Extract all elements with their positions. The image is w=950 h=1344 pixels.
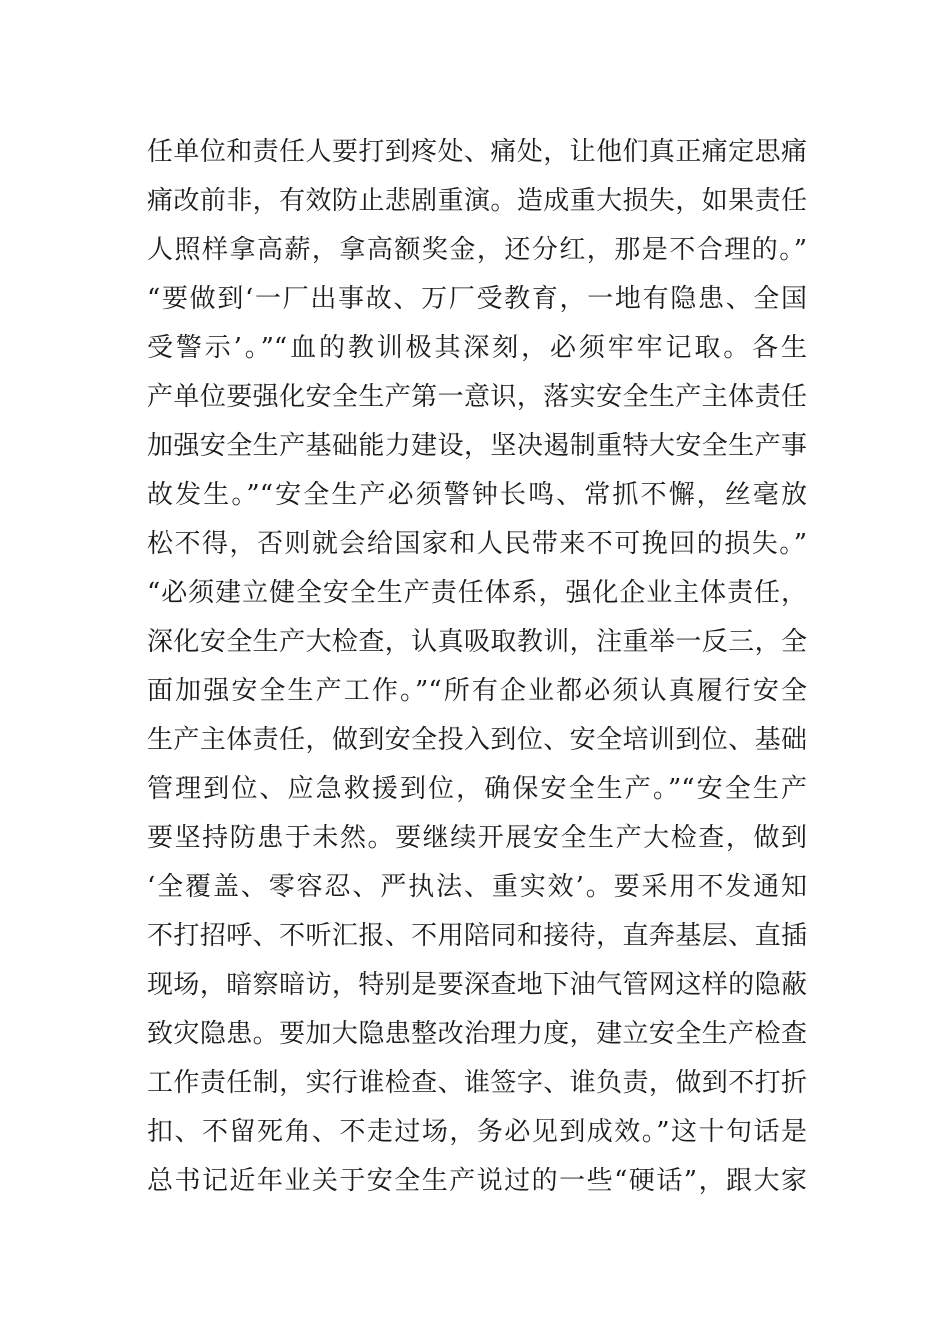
text-line: “要做到‘一厂出事故、万厂受教育，一地有隐患、全国	[147, 284, 807, 314]
text-line: 总书记近年业关于安全生产说过的一些“硬话”，跟大家	[147, 1166, 807, 1196]
text-line: 管理到位、应急救援到位，确保安全生产。”“安全生产	[147, 774, 807, 804]
text-line: 产单位要强化安全生产第一意识，落实安全生产主体责任	[147, 382, 807, 412]
text-line: 痛改前非，有效防止悲剧重演。造成重大损失，如果责任	[147, 186, 807, 216]
text-line: 受警示’。”“血的教训极其深刻，必须牢牢记取。各生	[147, 333, 807, 363]
text-line: 不打招呼、不听汇报、不用陪同和接待，直奔基层、直插	[147, 921, 807, 951]
text-line: 任单位和责任人要打到疼处、痛处，让他们真正痛定思痛	[147, 137, 807, 167]
text-line: 故发生。”“安全生产必须警钟长鸣、常抓不懈，丝毫放	[147, 480, 807, 510]
text-line: 深化安全生产大检查，认真吸取教训，注重举一反三，全	[147, 627, 807, 657]
body-text	[147, 128, 807, 1206]
text-line: 要坚持防患于未然。要继续开展安全生产大检查，做到	[147, 823, 807, 853]
text-line: 人照样拿高薪，拿高额奖金，还分红，那是不合理的。”	[147, 235, 807, 265]
text-line: ‘全覆盖、零容忍、严执法、重实效’。要采用不发通知	[147, 872, 807, 902]
text-line: 工作责任制，实行谁检查、谁签字、谁负责，做到不打折	[147, 1068, 807, 1098]
text-line: 松不得，否则就会给国家和人民带来不可挽回的损失。”	[147, 529, 807, 559]
text-line: 面加强安全生产工作。”“所有企业都必须认真履行安全	[147, 676, 807, 706]
text-line: “必须建立健全安全生产责任体系，强化企业主体责任，	[147, 578, 807, 608]
text-line: 加强安全生产基础能力建设，坚决遏制重特大安全生产事	[147, 431, 807, 461]
text-line: 生产主体责任，做到安全投入到位、安全培训到位、基础	[147, 725, 807, 755]
text-line: 致灾隐患。要加大隐患整改治理力度，建立安全生产检查	[147, 1019, 807, 1049]
text-line: 现场，暗察暗访，特别是要深查地下油气管网这样的隐蔽	[147, 970, 807, 1000]
text-line: 扣、不留死角、不走过场，务必见到成效。”这十句话是	[147, 1117, 807, 1147]
